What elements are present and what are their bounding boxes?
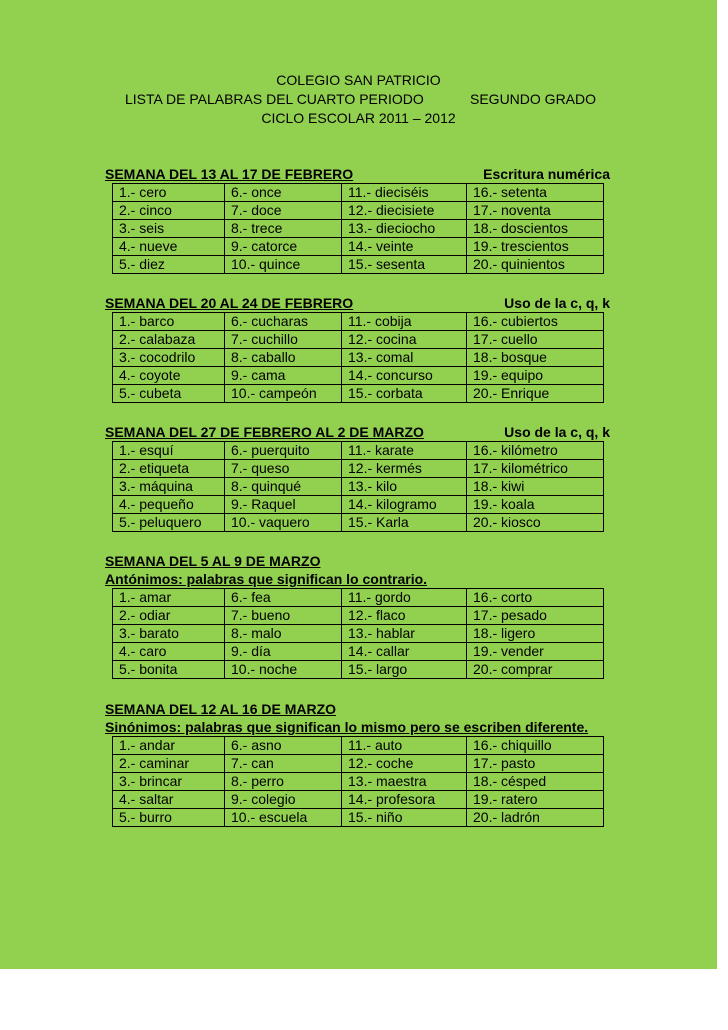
word-cell: 14.- concurso [342,367,467,385]
table-row [113,755,604,773]
week-subtitle: Sinónimos: palabras que significan lo mismo pero se escriben diferente. [105,719,589,735]
word-cell: 2.- caminar [113,755,225,773]
table-row [113,661,604,679]
week-subtitle: Antónimos: palabras que significan lo contrario. [105,571,428,587]
table-row [113,220,604,238]
week-section [105,552,620,679]
word-cell: 11.- dieciséis [342,184,467,202]
table-row [113,643,604,661]
word-cell: 15.- Karla [342,514,467,532]
week-section [105,423,620,532]
word-cell: 5.- diez [113,256,225,274]
word-cell: 8.- trece [225,220,342,238]
week-title: SEMANA DEL 12 AL 16 DE MARZO [105,701,337,717]
week-title: SEMANA DEL 20 AL 24 DE FEBRERO [105,295,354,311]
word-cell: 20.- comprar [467,661,604,679]
word-cell: 20.- kiosco [467,514,604,532]
word-cell: 14.- veinte [342,238,467,256]
word-cell: 14.- callar [342,643,467,661]
word-cell: 3.- brincar [113,773,225,791]
word-cell: 16.- chiquillo [467,737,604,755]
table-row [113,256,604,274]
table-row [113,349,604,367]
word-cell: 12.- diecisiete [342,202,467,220]
word-cell: 14.- kilogramo [342,496,467,514]
table-row [113,496,604,514]
word-cell: 17.- kilométrico [467,460,604,478]
word-cell: 18.- césped [467,773,604,791]
word-cell: 16.- corto [467,589,604,607]
week-title-line [105,165,620,183]
word-cell: 17.- noventa [467,202,604,220]
word-cell: 20.- ladrón [467,809,604,827]
table-row [113,460,604,478]
word-cell: 8.- quinqué [225,478,342,496]
word-cell: 2.- odiar [113,607,225,625]
word-cell: 13.- kilo [342,478,467,496]
word-cell: 5.- bonita [113,661,225,679]
word-cell: 3.- máquina [113,478,225,496]
week-section [105,294,620,403]
week-title-line [105,294,620,312]
word-cell: 19.- koala [467,496,604,514]
word-cell: 19.- trescientos [467,238,604,256]
word-cell: 9.- catorce [225,238,342,256]
grade-label: SEGUNDO GRADO [470,91,597,107]
word-cell: 2.- etiqueta [113,460,225,478]
word-cell: 2.- cinco [113,202,225,220]
word-cell: 7.- can [225,755,342,773]
word-cell: 6.- cucharas [225,313,342,331]
word-cell: 6.- puerquito [225,442,342,460]
word-table [112,588,604,679]
word-cell: 4.- caro [113,643,225,661]
word-cell: 8.- malo [225,625,342,643]
word-table [112,441,604,532]
week-title-line [105,423,620,441]
word-cell: 11.- karate [342,442,467,460]
word-cell: 6.- asno [225,737,342,755]
table-row [113,791,604,809]
word-cell: 19.- vender [467,643,604,661]
week-section [105,700,620,827]
word-cell: 9.- colegio [225,791,342,809]
word-cell: 10.- vaquero [225,514,342,532]
week-title-line [105,552,620,570]
table-row [113,478,604,496]
word-cell: 13.- dieciocho [342,220,467,238]
word-cell: 3.- barato [113,625,225,643]
week-title: SEMANA DEL 13 AL 17 DE FEBRERO [105,166,354,182]
word-cell: 4.- pequeño [113,496,225,514]
table-row [113,238,604,256]
word-cell: 15.- largo [342,661,467,679]
word-cell: 7.- bueno [225,607,342,625]
word-cell: 4.- nueve [113,238,225,256]
word-cell: 15.- corbata [342,385,467,403]
word-cell: 5.- burro [113,809,225,827]
word-cell: 6.- fea [225,589,342,607]
word-cell: 18.- bosque [467,349,604,367]
word-cell: 18.- kiwi [467,478,604,496]
word-cell: 17.- pasto [467,755,604,773]
word-cell: 13.- maestra [342,773,467,791]
word-table [112,312,604,403]
word-cell: 13.- hablar [342,625,467,643]
word-cell: 16.- kilómetro [467,442,604,460]
word-cell: 2.- calabaza [113,331,225,349]
word-cell: 13.- comal [342,349,467,367]
word-cell: 1.- cero [113,184,225,202]
word-cell: 3.- cocodrilo [113,349,225,367]
word-cell: 16.- cubiertos [467,313,604,331]
word-cell: 15.- sesenta [342,256,467,274]
list-title-line [125,90,605,109]
word-cell: 12.- kermés [342,460,467,478]
table-row [113,625,604,643]
word-cell: 15.- niño [342,809,467,827]
word-cell: 19.- equipo [467,367,604,385]
table-row [113,367,604,385]
word-cell: 7.- cuchillo [225,331,342,349]
table-row [113,773,604,791]
word-cell: 20.- quinientos [467,256,604,274]
word-cell: 12.- cocina [342,331,467,349]
week-title: SEMANA DEL 5 AL 9 DE MARZO [105,553,321,569]
word-table [112,183,604,274]
word-cell: 6.- once [225,184,342,202]
table-row [113,589,604,607]
table-row [113,809,604,827]
table-row [113,331,604,349]
word-cell: 9.- cama [225,367,342,385]
word-cell: 10.- quince [225,256,342,274]
word-cell: 17.- cuello [467,331,604,349]
week-title: SEMANA DEL 27 DE FEBRERO AL 2 DE MARZO [105,424,424,440]
word-cell: 16.- setenta [467,184,604,202]
word-cell: 11.- cobija [342,313,467,331]
word-cell: 17.- pesado [467,607,604,625]
word-cell: 11.- gordo [342,589,467,607]
word-cell: 1.- esquí [113,442,225,460]
word-cell: 7.- doce [225,202,342,220]
school-cycle: CICLO ESCOLAR 2011 – 2012 [261,110,456,126]
table-row [113,184,604,202]
table-row [113,202,604,220]
table-row [113,313,604,331]
word-cell: 9.- Raquel [225,496,342,514]
list-title: LISTA DE PALABRAS DEL CUARTO PERIODO [125,91,424,107]
table-row [113,607,604,625]
word-cell: 8.- perro [225,773,342,791]
table-row [113,737,604,755]
word-cell: 10.- noche [225,661,342,679]
word-cell: 20.- Enrique [467,385,604,403]
week-topic: Escritura numérica [483,166,610,182]
week-topic: Uso de la c, q, k [504,424,610,440]
word-cell: 7.- queso [225,460,342,478]
word-cell: 1.- andar [113,737,225,755]
word-table [112,736,604,827]
word-cell: 18.- ligero [467,625,604,643]
word-cell: 5.- cubeta [113,385,225,403]
table-row [113,514,604,532]
table-row [113,385,604,403]
school-name: COLEGIO SAN PATRICIO [276,72,441,88]
word-cell: 3.- seis [113,220,225,238]
word-cell: 9.- día [225,643,342,661]
week-topic: Uso de la c, q, k [504,295,610,311]
word-cell: 12.- coche [342,755,467,773]
word-cell: 10.- escuela [225,809,342,827]
word-cell: 4.- saltar [113,791,225,809]
word-cell: 14.- profesora [342,791,467,809]
word-cell: 19.- ratero [467,791,604,809]
word-cell: 5.- peluquero [113,514,225,532]
week-section [105,165,620,274]
word-cell: 4.- coyote [113,367,225,385]
word-cell: 1.- barco [113,313,225,331]
table-row [113,442,604,460]
word-cell: 18.- doscientos [467,220,604,238]
word-cell: 10.- campeón [225,385,342,403]
week-title-line [105,700,620,718]
word-cell: 11.- auto [342,737,467,755]
word-cell: 12.- flaco [342,607,467,625]
word-cell: 8.- caballo [225,349,342,367]
word-cell: 1.- amar [113,589,225,607]
